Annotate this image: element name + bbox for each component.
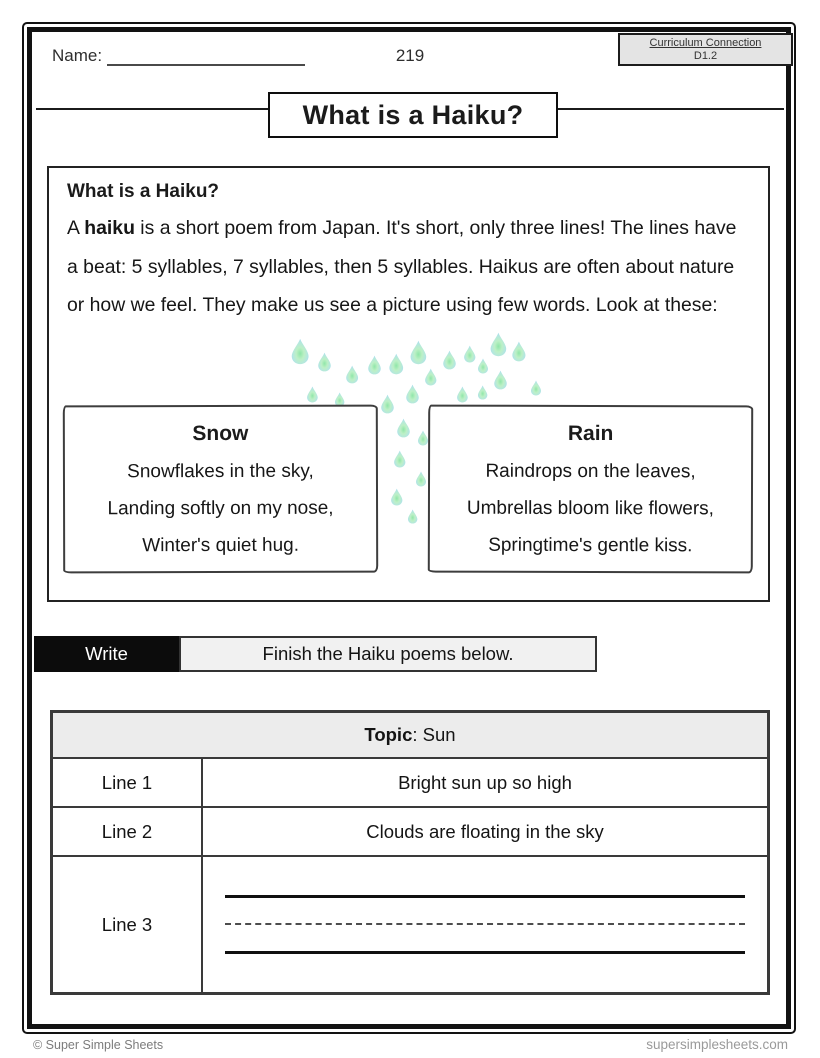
- haiku-rain-line-1: Raindrops on the leaves,: [485, 460, 696, 483]
- haiku-example-rain: [428, 405, 753, 574]
- line-1-label-cell: Line 1: [52, 758, 202, 807]
- page-title: What is a Haiku?: [268, 92, 558, 138]
- topic-label: Topic: [364, 724, 413, 745]
- haiku-rain-title: Rain: [567, 421, 614, 446]
- copyright-text: © Super Simple Sheets: [33, 1038, 164, 1052]
- haiku-rain-line-2: Umbrellas bloom like flowers,: [466, 497, 715, 520]
- haiku-snow-line-2: Landing softly on my nose,: [107, 497, 334, 520]
- guide-line-top: [225, 895, 745, 898]
- haiku-snow-line-3: Winter's quiet hug.: [142, 534, 300, 557]
- line-3-label-cell: Line 3: [52, 856, 202, 993]
- guide-line-bottom: [225, 951, 745, 954]
- line-1-text-cell: Bright sun up so high: [202, 758, 768, 807]
- badge-code: D1.2: [693, 50, 718, 62]
- intro-text: A: [67, 217, 85, 239]
- line-2-text-cell: Clouds are floating in the sky: [202, 807, 768, 856]
- write-section-label: Write: [34, 636, 179, 672]
- intro-heading: What is a Haiku?: [67, 181, 220, 202]
- topic-value: : Sun: [412, 724, 456, 745]
- handwriting-guide-lines[interactable]: [225, 895, 745, 954]
- intro-bold-word: haiku: [84, 217, 135, 239]
- name-label: Name:: [52, 46, 103, 65]
- haiku-snow-line-1: Snowflakes in the sky,: [127, 460, 314, 483]
- haiku-rain-line-3: Springtime's gentle kiss.: [488, 534, 693, 557]
- guide-line-middle: [225, 923, 745, 925]
- curriculum-connection-badge: [618, 33, 793, 66]
- page-number: 219: [395, 46, 425, 65]
- line-2-label-cell: Line 2: [52, 807, 202, 856]
- haiku-worksheet-table: [50, 710, 770, 995]
- line-3-answer-cell: [202, 856, 768, 993]
- write-section-instruction: Finish the Haiku poems below.: [179, 636, 597, 672]
- topic-header-cell: [52, 712, 768, 758]
- website-text: supersimplesheets.com: [646, 1037, 788, 1052]
- intro-paragraph: [67, 209, 752, 325]
- badge-title: Curriculum Connection: [649, 37, 762, 49]
- haiku-example-snow: [63, 405, 378, 574]
- haiku-snow-title: Snow: [192, 421, 249, 446]
- intro-text-rest: is a short poem from Japan. It's short, only three lines! The lines have a beat: 5 syllables, 7 syllables, then 5 syllables. Haikus are often about nature or how we feel. They make us see a picture using few words. Look at these:: [67, 217, 737, 316]
